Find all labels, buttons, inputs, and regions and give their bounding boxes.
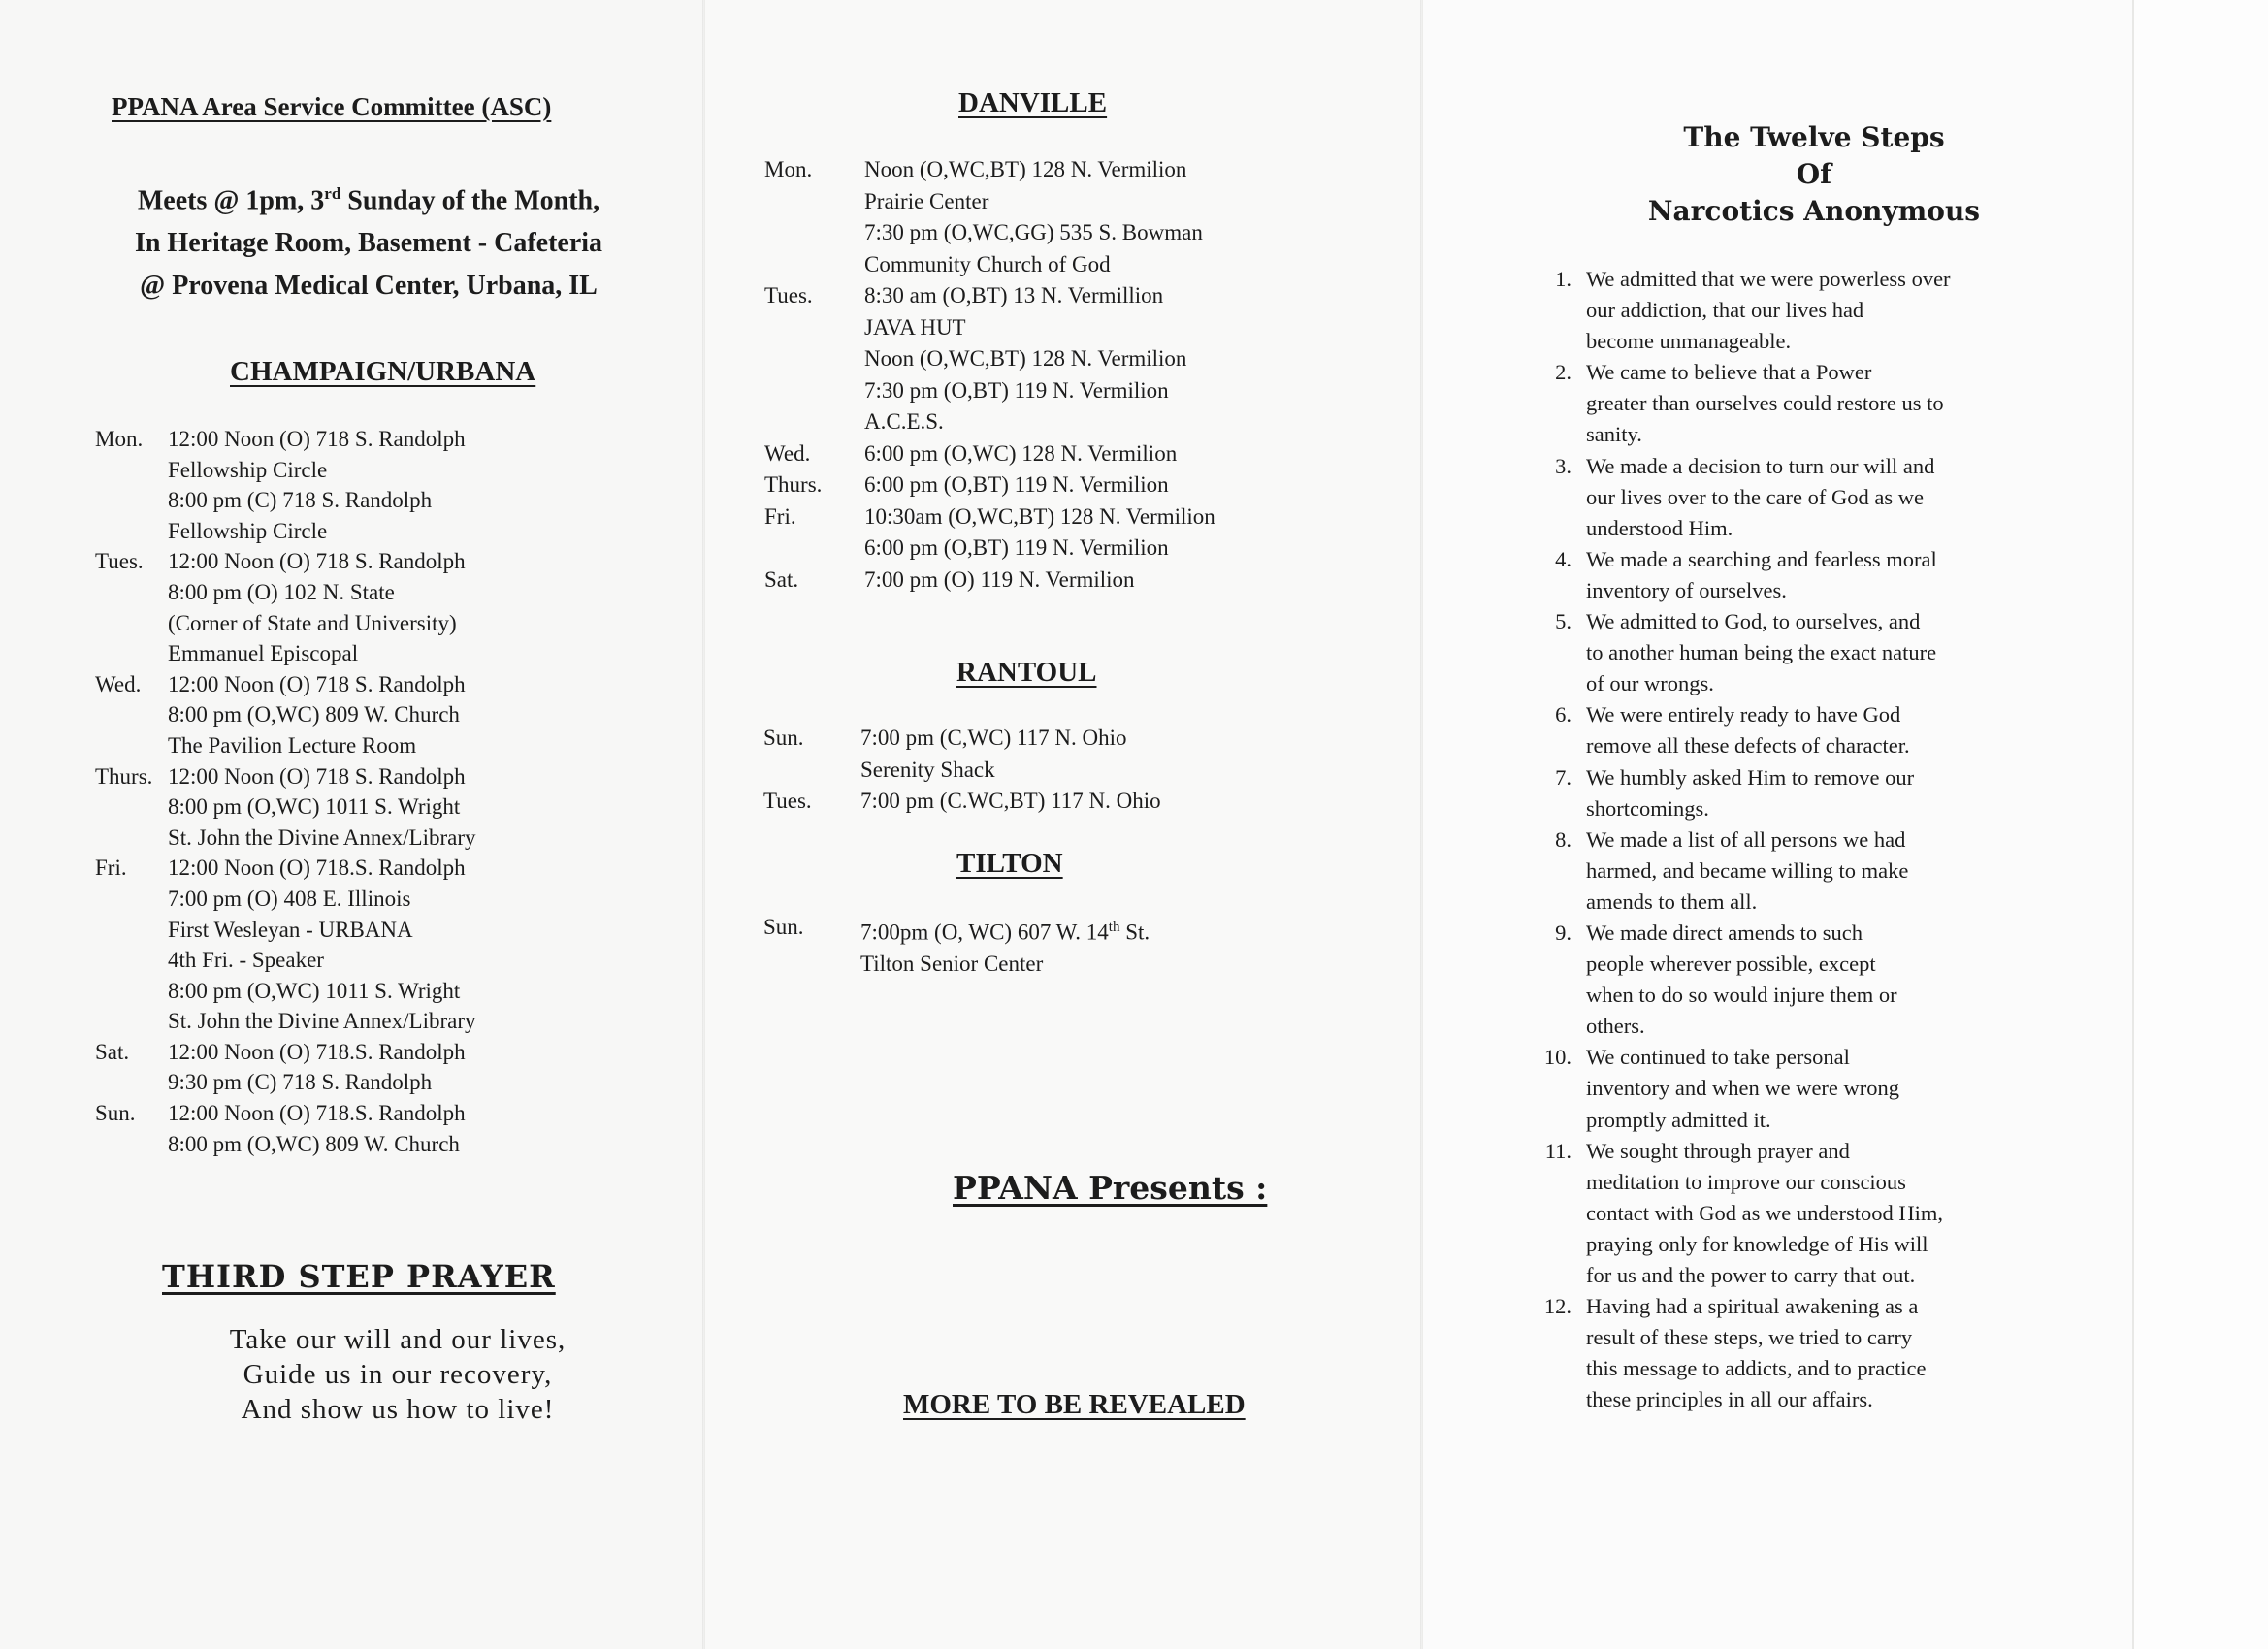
step-number: 9. bbox=[1555, 920, 1571, 945]
day-label: Sun. bbox=[763, 726, 804, 750]
schedule-row bbox=[764, 280, 1215, 438]
schedule-line: Tilton Senior Center bbox=[860, 952, 1044, 977]
schedule-line: 7:30 pm (O,BT) 119 N. Vermilion bbox=[864, 377, 1169, 403]
schedule-line: Community Church of God bbox=[864, 251, 1111, 276]
meeting-line-1: Meets @ 1pm, 3rd Sunday of the Month, bbox=[137, 184, 600, 216]
schedule-row bbox=[95, 424, 476, 546]
schedule-row bbox=[763, 723, 1161, 786]
step-text-line: We sought through prayer and bbox=[1586, 1138, 1850, 1163]
schedule-line: 7:00pm (O, WC) 607 W. 14th St. bbox=[860, 920, 1150, 945]
step-text-line: praying only for knowledge of His will bbox=[1586, 1231, 1928, 1256]
schedule-line: Noon (O,WC,BT) 128 N. Vermilion bbox=[864, 157, 1187, 181]
step-text-line: others. bbox=[1586, 1014, 1645, 1039]
title-line-2: Of bbox=[1796, 158, 1832, 190]
step-number: 11. bbox=[1544, 1138, 1571, 1163]
step-text-line: contact with God as we understood Him, bbox=[1586, 1200, 1944, 1225]
step-text-line: when to do so would injure them or bbox=[1586, 983, 1897, 1008]
day-label: Wed. bbox=[764, 440, 811, 466]
schedule-line: 7:00 pm (C.WC,BT) 117 N. Ohio bbox=[860, 789, 1161, 813]
day-label: Wed. bbox=[95, 671, 142, 696]
step-text-line: shortcomings. bbox=[1586, 795, 1709, 821]
step-text-line: We made direct amends to such bbox=[1586, 920, 1863, 945]
day-label: Tues. bbox=[95, 549, 144, 574]
day-label: Sun. bbox=[763, 915, 804, 939]
champaign-urbana-heading: CHAMPAIGN/URBANA bbox=[230, 356, 536, 387]
day-label: Fri. bbox=[764, 503, 796, 529]
schedule-line: 12:00 Noon (O) 718 S. Randolph bbox=[168, 671, 466, 696]
step-text-line: We made a list of all persons we had bbox=[1586, 826, 1906, 852]
schedule-line: 8:30 am (O,BT) 13 N. Vermillion bbox=[864, 283, 1164, 307]
schedule-row bbox=[95, 761, 476, 854]
danville-schedule bbox=[764, 154, 1215, 596]
meeting-info bbox=[78, 173, 660, 307]
step-item bbox=[1533, 699, 2057, 761]
step-text-line: of our wrongs. bbox=[1586, 671, 1714, 696]
step-text-line: this message to addicts, and to practice bbox=[1586, 1356, 1927, 1381]
schedule-line: Fellowship Circle bbox=[168, 457, 328, 482]
page-edge bbox=[2133, 0, 2268, 1649]
prayer-line-3: And show us how to live! bbox=[241, 1394, 555, 1425]
step-text-line: We came to believe that a Power bbox=[1586, 360, 1872, 385]
schedule-row bbox=[763, 912, 1150, 981]
meeting-line-3: @ Provena Medical Center, Urbana, IL bbox=[140, 271, 598, 302]
step-number: 1. bbox=[1555, 267, 1571, 291]
step-text-line: for us and the power to carry that out. bbox=[1586, 1263, 1916, 1287]
day-label: Tues. bbox=[764, 283, 813, 307]
fold-line-left bbox=[702, 0, 705, 1649]
step-number: 8. bbox=[1555, 826, 1571, 852]
step-text-line: to another human being the exact nature bbox=[1586, 640, 1937, 665]
schedule-line: 12:00 Noon (O) 718 S. Randolph bbox=[168, 427, 466, 451]
step-text-line: We made a searching and fearless moral bbox=[1586, 546, 1937, 571]
schedule-line: 12:00 Noon (O) 718.S. Randolph bbox=[168, 1101, 466, 1126]
more-to-be-revealed: MORE TO BE REVEALED bbox=[903, 1389, 1246, 1420]
schedule-line: 7:00 pm (C,WC) 117 N. Ohio bbox=[860, 726, 1127, 750]
day-label: Thurs. bbox=[764, 472, 823, 497]
schedule-line: St. John the Divine Annex/Library bbox=[168, 824, 476, 850]
schedule-line: 6:00 pm (O,BT) 119 N. Vermilion bbox=[864, 535, 1169, 560]
schedule-line: Prairie Center bbox=[864, 188, 989, 213]
third-step-prayer-heading: THIRD STEP PRAYER bbox=[162, 1258, 556, 1295]
step-text-line: harmed, and became willing to make bbox=[1586, 857, 1909, 883]
schedule-line: JAVA HUT bbox=[864, 314, 966, 340]
step-text-line: We continued to take personal bbox=[1586, 1045, 1850, 1070]
page-edge-line bbox=[2132, 0, 2134, 1649]
schedule-line: The Pavilion Lecture Room bbox=[168, 732, 417, 758]
schedule-row bbox=[764, 154, 1215, 280]
step-text-line: promptly admitted it. bbox=[1586, 1107, 1771, 1132]
schedule-line: 9:30 pm (C) 718 S. Randolph bbox=[168, 1070, 433, 1095]
schedule-row bbox=[95, 1098, 476, 1159]
step-text-line: become unmanageable. bbox=[1586, 329, 1792, 354]
prayer-line-1: Take our will and our lives, bbox=[229, 1324, 567, 1355]
schedule-line: 4th Fri. - Speaker bbox=[168, 948, 324, 973]
day-label: Sat. bbox=[764, 566, 799, 592]
third-step-prayer bbox=[126, 1322, 669, 1427]
schedule-line: Noon (O,WC,BT) 128 N. Vermilion bbox=[864, 346, 1187, 371]
step-text-line: We were entirely ready to have God bbox=[1586, 702, 1901, 728]
step-item bbox=[1533, 762, 2057, 824]
step-number: 10. bbox=[1543, 1045, 1571, 1070]
step-item bbox=[1533, 544, 2057, 606]
day-label: Thurs. bbox=[95, 763, 153, 789]
schedule-row bbox=[763, 786, 1161, 818]
day-label: Tues. bbox=[763, 789, 812, 813]
step-text-line: sanity. bbox=[1586, 422, 1642, 447]
step-text-line: remove all these defects of character. bbox=[1586, 733, 1910, 759]
meeting-line-2: In Heritage Room, Basement - Cafeteria bbox=[134, 228, 603, 259]
step-text-line: our addiction, that our lives had bbox=[1586, 298, 1864, 323]
twelve-steps-title bbox=[1591, 119, 2037, 230]
fold-line-right bbox=[1420, 0, 1423, 1649]
tilton-heading: TILTON bbox=[956, 848, 1063, 879]
step-item bbox=[1533, 1042, 2057, 1135]
step-text-line: Having had a spiritual awakening as a bbox=[1586, 1294, 1919, 1319]
schedule-row bbox=[95, 1037, 476, 1098]
step-text-line: We made a decision to turn our will and bbox=[1586, 453, 1935, 478]
day-label: Mon. bbox=[95, 427, 144, 451]
rantoul-heading: RANTOUL bbox=[956, 657, 1097, 688]
step-text-line: greater than ourselves could restore us to bbox=[1586, 391, 1944, 416]
schedule-row bbox=[764, 469, 1215, 501]
schedule-line: 8:00 pm (C) 718 S. Randolph bbox=[168, 488, 433, 513]
schedule-line: A.C.E.S. bbox=[864, 409, 944, 434]
twelve-steps-list bbox=[1533, 264, 2057, 1415]
step-number: 6. bbox=[1555, 702, 1571, 728]
step-number: 4. bbox=[1555, 546, 1571, 571]
step-item bbox=[1533, 824, 2057, 918]
schedule-line: 7:00 pm (O) 119 N. Vermilion bbox=[864, 566, 1135, 592]
ppana-presents: PPANA Presents : bbox=[953, 1169, 1268, 1207]
step-text-line: people wherever possible, except bbox=[1586, 952, 1876, 977]
step-number: 12. bbox=[1543, 1294, 1571, 1319]
day-label: Fri. bbox=[95, 856, 127, 881]
rantoul-schedule bbox=[763, 723, 1161, 818]
asc-title: PPANA Area Service Committee (ASC) bbox=[112, 92, 552, 121]
step-item bbox=[1533, 606, 2057, 699]
schedule-line: 12:00 Noon (O) 718 S. Randolph bbox=[168, 549, 466, 574]
schedule-line: 12:00 Noon (O) 718.S. Randolph bbox=[168, 856, 466, 881]
schedule-line: 8:00 pm (O,WC) 1011 S. Wright bbox=[168, 794, 461, 820]
day-label: Sat. bbox=[95, 1039, 130, 1064]
schedule-line: 7:00 pm (O) 408 E. Illinois bbox=[168, 886, 411, 911]
step-number: 5. bbox=[1555, 609, 1571, 634]
step-item bbox=[1533, 1136, 2057, 1291]
step-text-line: We admitted to God, to ourselves, and bbox=[1586, 609, 1921, 634]
step-text-line: We admitted that we were powerless over bbox=[1586, 267, 1951, 291]
day-label: Mon. bbox=[764, 157, 813, 181]
step-text-line: result of these steps, we tried to carry bbox=[1586, 1325, 1913, 1350]
step-number: 7. bbox=[1555, 764, 1571, 790]
step-number: 3. bbox=[1555, 453, 1571, 478]
step-item bbox=[1533, 357, 2057, 450]
schedule-row bbox=[764, 501, 1215, 565]
schedule-line: Emmanuel Episcopal bbox=[168, 641, 359, 666]
prayer-line-2: Guide us in our recovery, bbox=[243, 1359, 553, 1390]
day-label: Sun. bbox=[95, 1101, 136, 1126]
step-text-line: We humbly asked Him to remove our bbox=[1586, 764, 1915, 790]
schedule-line: 12:00 Noon (O) 718.S. Randolph bbox=[168, 1039, 466, 1064]
title-line-1: The Twelve Steps bbox=[1683, 121, 1945, 153]
step-text-line: these principles in all our affairs. bbox=[1586, 1387, 1873, 1412]
schedule-line: (Corner of State and University) bbox=[168, 610, 457, 635]
step-text-line: our lives over to the care of God as we bbox=[1586, 484, 1925, 509]
schedule-line: St. John the Divine Annex/Library bbox=[168, 1009, 476, 1034]
step-item bbox=[1533, 1291, 2057, 1415]
title-line-3: Narcotics Anonymous bbox=[1647, 195, 1981, 227]
schedule-row bbox=[95, 546, 476, 668]
step-number: 2. bbox=[1555, 360, 1571, 385]
step-text-line: inventory of ourselves. bbox=[1586, 577, 1787, 602]
schedule-row bbox=[95, 853, 476, 1037]
step-text-line: inventory and when we were wrong bbox=[1586, 1076, 1900, 1101]
schedule-line: Serenity Shack bbox=[860, 757, 995, 782]
step-text-line: meditation to improve our conscious bbox=[1586, 1169, 1906, 1194]
schedule-line: Fellowship Circle bbox=[168, 518, 328, 543]
step-text-line: understood Him. bbox=[1586, 515, 1733, 540]
schedule-line: 6:00 pm (O,WC) 128 N. Vermilion bbox=[864, 440, 1178, 466]
schedule-row bbox=[764, 565, 1215, 597]
step-item bbox=[1533, 264, 2057, 357]
step-item bbox=[1533, 918, 2057, 1042]
champaign-urbana-schedule bbox=[95, 424, 476, 1159]
schedule-line: 6:00 pm (O,BT) 119 N. Vermilion bbox=[864, 472, 1169, 497]
schedule-line: 8:00 pm (O) 102 N. State bbox=[168, 579, 395, 604]
schedule-line: 7:30 pm (O,WC,GG) 535 S. Bowman bbox=[864, 220, 1203, 244]
schedule-line: 8:00 pm (O,WC) 1011 S. Wright bbox=[168, 978, 461, 1003]
danville-heading: DANVILLE bbox=[958, 87, 1108, 118]
step-item bbox=[1533, 451, 2057, 544]
schedule-line: 8:00 pm (O,WC) 809 W. Church bbox=[168, 1131, 460, 1156]
schedule-line: First Wesleyan - URBANA bbox=[168, 917, 413, 942]
schedule-line: 12:00 Noon (O) 718 S. Randolph bbox=[168, 763, 466, 789]
schedule-row bbox=[764, 438, 1215, 470]
schedule-line: 8:00 pm (O,WC) 809 W. Church bbox=[168, 702, 460, 728]
schedule-line: 10:30am (O,WC,BT) 128 N. Vermilion bbox=[864, 503, 1215, 529]
step-text-line: amends to them all. bbox=[1586, 889, 1758, 914]
schedule-row bbox=[95, 669, 476, 761]
tilton-schedule bbox=[763, 912, 1150, 981]
